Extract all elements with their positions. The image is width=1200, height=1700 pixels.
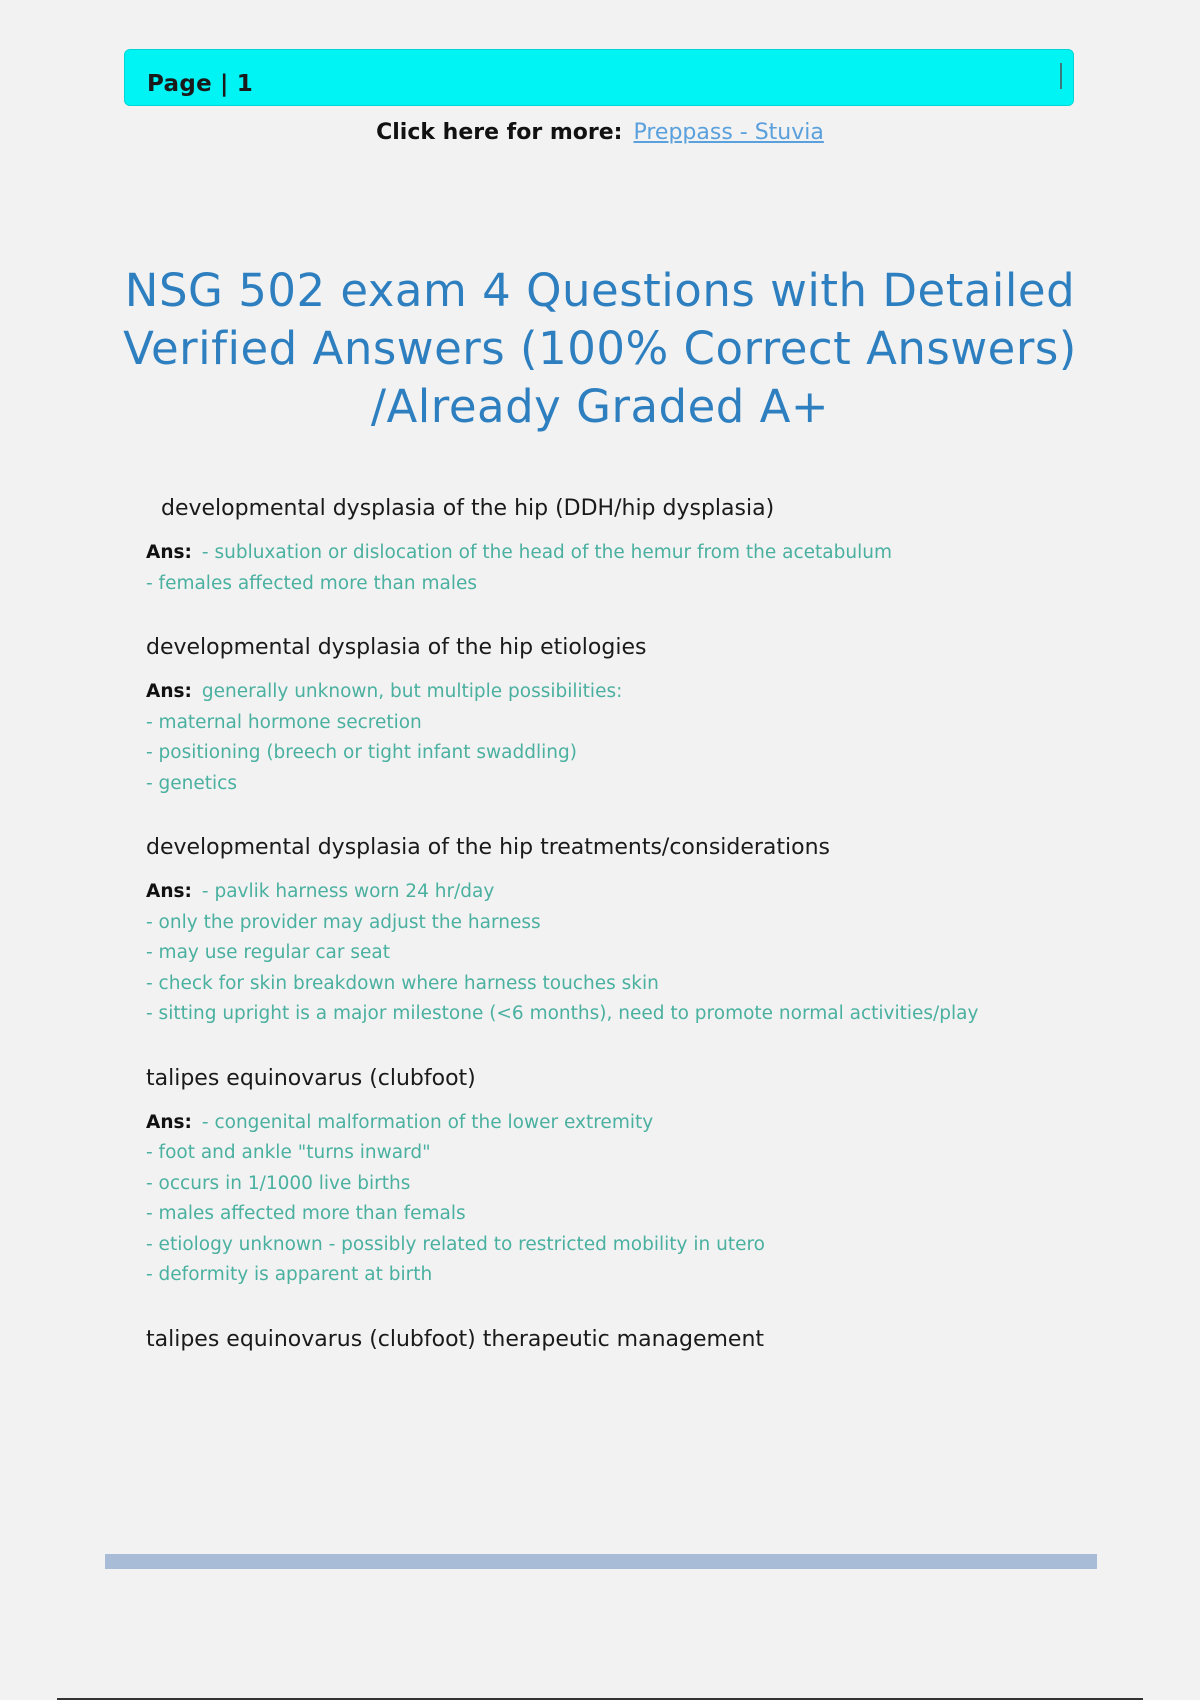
- qa-item: [146, 494, 1106, 599]
- preppass-stuvia-link[interactable]: Preppass - Stuvia: [633, 120, 824, 145]
- answer-line: [146, 769, 1106, 800]
- more-link-line: [0, 120, 1200, 145]
- footer-bar: [105, 1554, 1097, 1569]
- ans-label: Ans:: [146, 881, 192, 902]
- answer-line: [146, 738, 1106, 769]
- answer-block: [146, 538, 1106, 599]
- answer-line: [146, 538, 1106, 569]
- answer-line: [146, 877, 1106, 908]
- answer-line: [146, 999, 1106, 1030]
- qa-item: [146, 833, 1106, 1030]
- answer-block: [146, 877, 1106, 1030]
- answer-line: [146, 1260, 1106, 1291]
- question-heading: developmental dysplasia of the hip etiologies: [146, 635, 647, 660]
- question-heading: talipes equinovarus (clubfoot) therapeutic management: [146, 1326, 765, 1352]
- answer-text: - congenital malformation of the lower extremity: [201, 1111, 654, 1133]
- answer-text: - may use regular car seat: [146, 942, 390, 963]
- answer-line: [146, 1230, 1106, 1261]
- qa-item: [146, 633, 1106, 799]
- ans-label: Ans:: [146, 681, 192, 702]
- question-heading: talipes equinovarus (clubfoot): [146, 1065, 476, 1091]
- answer-text: - subluxation or dislocation of the head of the hemur from the acetabulum: [201, 542, 892, 563]
- title-line-3: /Already Graded A+: [370, 380, 830, 433]
- title-line-1: NSG 502 exam 4 Questions with Detailed: [124, 264, 1076, 317]
- answer-line: [146, 708, 1106, 739]
- answer-line: [146, 969, 1106, 1000]
- answer-line: [146, 1108, 1106, 1139]
- answer-text: generally unknown, but multiple possibilities:: [201, 681, 623, 702]
- text-cursor: [1060, 63, 1062, 89]
- ans-label: Ans:: [146, 542, 192, 563]
- answer-text: - sitting upright is a major milestone (<6 months), need to promote normal activities/play: [146, 1003, 979, 1024]
- answer-text: - females affected more than males: [146, 572, 477, 594]
- qa-item: [146, 1064, 1106, 1291]
- answer-text: - maternal hormone secretion: [146, 711, 422, 733]
- answer-line: [146, 1169, 1106, 1200]
- more-label: Click here for more:: [376, 120, 623, 145]
- answer-text: - males affected more than femals: [146, 1203, 466, 1224]
- answer-text: - deformity is apparent at birth: [146, 1264, 433, 1285]
- answer-line: [146, 1138, 1106, 1169]
- answer-line: [146, 1199, 1106, 1230]
- document-title: [100, 262, 1100, 436]
- page-number: 1: [236, 71, 254, 97]
- answer-text: - foot and ankle "turns inward": [146, 1142, 431, 1163]
- answer-line: [146, 569, 1106, 600]
- answer-text: - occurs in 1/1000 live births: [146, 1172, 411, 1194]
- answer-text: - pavlik harness worn 24 hr/day: [201, 881, 495, 902]
- qa-item: [146, 1325, 1106, 1355]
- answer-text: - etiology unknown - possibly related to restricted mobility in utero: [146, 1233, 766, 1255]
- question-heading: developmental dysplasia of the hip treatments/considerations: [146, 835, 831, 860]
- ans-label: Ans:: [146, 1111, 192, 1133]
- answer-text: - check for skin breakdown where harness touches skin: [146, 972, 659, 994]
- qa-list: [146, 494, 1106, 1389]
- answer-line: [146, 677, 1106, 708]
- page-separator: |: [220, 71, 229, 97]
- answer-text: - genetics: [146, 772, 237, 794]
- answer-line: [146, 938, 1106, 969]
- answer-text: - positioning (breech or tight infant swaddling): [146, 742, 577, 763]
- title-line-2: Verified Answers (100% Correct Answers): [123, 322, 1077, 375]
- page-word: Page: [147, 71, 213, 97]
- question-heading: developmental dysplasia of the hip (DDH/hip dysplasia): [161, 496, 775, 521]
- page-number-label: [147, 71, 253, 97]
- answer-line: [146, 908, 1106, 939]
- answer-block: [146, 677, 1106, 799]
- answer-text: - only the provider may adjust the harness: [146, 911, 541, 933]
- page-header-bar: [124, 49, 1074, 106]
- answer-block: [146, 1108, 1106, 1291]
